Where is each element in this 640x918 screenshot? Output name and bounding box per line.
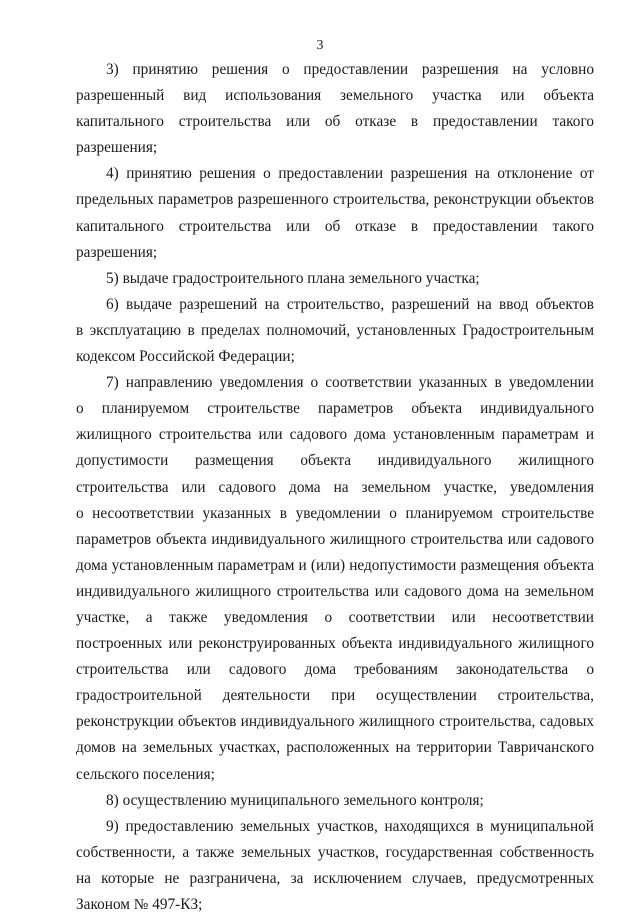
list-item-9: 9) предоставлению земельных участков, находящихся в муниципальной собственности, а также земельных участков, государственная собственность на которые не разграничена, за исключением случаев, предусмотренных Законом № 497-КЗ; — [76, 817, 594, 913]
list-item-6: 6) выдаче разрешений на строительство, разрешений на ввод объектов в эксплуатацию в пределах полномочий, установленных Градостроительным кодексом Российской Федерации; — [76, 295, 594, 366]
list-item-4: 4) принятию решения о предоставлении разрешения на отклонение от предельных параметров разрешенного строительства, реконструкции объектов капитального строительства или об отказе в предоставлении такого разрешения; — [76, 165, 594, 261]
list-item-8: 8) осуществлению муниципального земельного контроля; — [106, 791, 484, 809]
list-item-5: 5) выдаче градостроительного плана земельного участка; — [106, 269, 480, 287]
page-number: 3 — [316, 38, 324, 53]
list-item-3: 3) принятию решения о предоставлении разрешения на условно разрешенный вид использования земельного участка или объекта капитального строительства или об отказе в предоставлении такого разрешения; — [76, 61, 594, 157]
list-item-7: 7) направлению уведомления о соответствии указанных в уведомлении о планируемом строительстве параметров объекта индивидуального жилищного строительства или садового дома установленным параметрам и допустимости размещения объекта индивидуального жилищного строительства или садового дома на земельном участке, уведомления о несоответствии указанных в уведомлении о планируемом строительстве параметров объекта индивидуального жилищного строительства или садового дома установленным параметрам и (или) недопустимости размещения объекта индивидуального жилищного строительства или садового дома на земельном участке, а также уведомления о соответствии или несоответствии построенных или реконструированных объекта индивидуального жилищного строительства или садового дома требованиям законодательства о градостроительной деятельности при осуществлении строительства, реконструкции объектов индивидуального жилищного строительства, садовых домов на земельных участках, расположенных на территории Тавричанского сельского поселения; — [76, 374, 594, 783]
document-body — [76, 57, 594, 918]
